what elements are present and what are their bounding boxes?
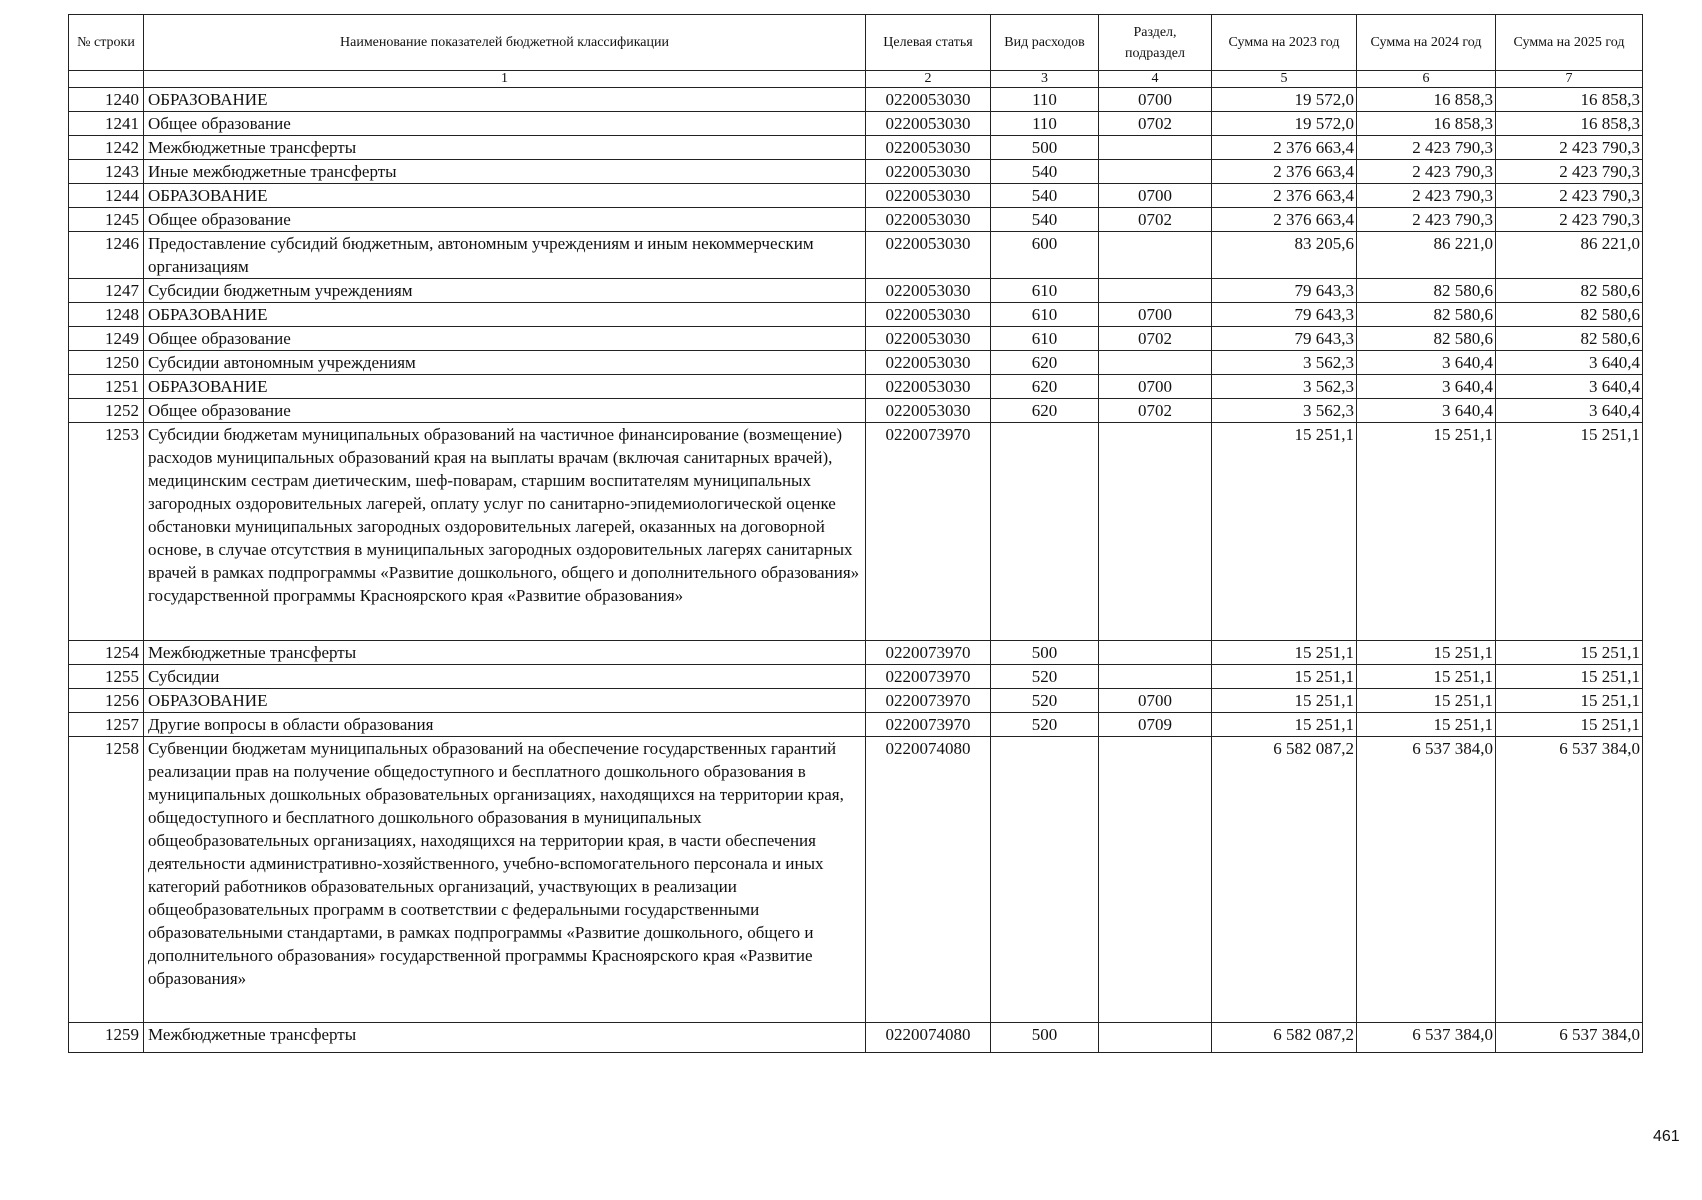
section-code <box>1099 232 1212 279</box>
indicator-name: Иные межбюджетные трансферты <box>144 160 866 184</box>
row-number: 1254 <box>69 641 144 665</box>
sum-2024: 15 251,1 <box>1357 423 1496 641</box>
sum-2024: 16 858,3 <box>1357 88 1496 112</box>
sum-2024: 15 251,1 <box>1357 641 1496 665</box>
expense-type: 520 <box>991 713 1099 737</box>
section-code: 0700 <box>1099 184 1212 208</box>
target-article: 0220073970 <box>866 713 991 737</box>
expense-type: 540 <box>991 160 1099 184</box>
row-number: 1253 <box>69 423 144 641</box>
column-number: 7 <box>1496 71 1643 88</box>
sum-2025: 3 640,4 <box>1496 399 1643 423</box>
row-number: 1250 <box>69 351 144 375</box>
expense-type: 500 <box>991 136 1099 160</box>
indicator-name: Межбюджетные трансферты <box>144 136 866 160</box>
row-number: 1258 <box>69 737 144 1023</box>
target-article: 0220053030 <box>866 136 991 160</box>
sum-2023: 79 643,3 <box>1212 327 1357 351</box>
row-number: 1248 <box>69 303 144 327</box>
sum-2025: 15 251,1 <box>1496 689 1643 713</box>
sum-2024: 3 640,4 <box>1357 399 1496 423</box>
sum-2024: 15 251,1 <box>1357 713 1496 737</box>
table-header-row <box>69 15 1643 71</box>
section-code <box>1099 641 1212 665</box>
row-number: 1259 <box>69 1023 144 1053</box>
sum-2023: 79 643,3 <box>1212 279 1357 303</box>
indicator-name: Межбюджетные трансферты <box>144 1023 866 1053</box>
table-row <box>69 375 1643 399</box>
sum-2024: 2 423 790,3 <box>1357 136 1496 160</box>
sum-2025: 16 858,3 <box>1496 112 1643 136</box>
target-article: 0220053030 <box>866 375 991 399</box>
sum-2024: 15 251,1 <box>1357 689 1496 713</box>
section-code <box>1099 1023 1212 1053</box>
section-code: 0702 <box>1099 327 1212 351</box>
row-number: 1257 <box>69 713 144 737</box>
target-article: 0220074080 <box>866 1023 991 1053</box>
target-article: 0220053030 <box>866 327 991 351</box>
section-code: 0700 <box>1099 689 1212 713</box>
indicator-name: ОБРАЗОВАНИЕ <box>144 184 866 208</box>
header-name: Наименование показателей бюджетной классификации <box>144 15 866 71</box>
header-target: Целевая статья <box>866 15 991 71</box>
section-code: 0702 <box>1099 399 1212 423</box>
section-code <box>1099 351 1212 375</box>
sum-2023: 83 205,6 <box>1212 232 1357 279</box>
row-number: 1244 <box>69 184 144 208</box>
table-row <box>69 303 1643 327</box>
budget-table <box>68 14 1643 1053</box>
sum-2023: 2 376 663,4 <box>1212 208 1357 232</box>
sum-2024: 2 423 790,3 <box>1357 184 1496 208</box>
indicator-name: Субсидии <box>144 665 866 689</box>
sum-2025: 82 580,6 <box>1496 303 1643 327</box>
expense-type: 610 <box>991 279 1099 303</box>
sum-2025: 15 251,1 <box>1496 665 1643 689</box>
target-article: 0220053030 <box>866 208 991 232</box>
sum-2024: 82 580,6 <box>1357 327 1496 351</box>
sum-2023: 15 251,1 <box>1212 713 1357 737</box>
sum-2024: 3 640,4 <box>1357 375 1496 399</box>
sum-2023: 15 251,1 <box>1212 423 1357 641</box>
target-article: 0220053030 <box>866 88 991 112</box>
indicator-name: Субвенции бюджетам муниципальных образований на обеспечение государственных гарантий реализации прав на получение общедоступного и бесплатного дошкольного образования в муниципальных дошкольных образовательных организациях, находящихся на территории края, общедоступного и бесплатного дошкольного образования в муниципальных общеобразовательных организациях, находящихся на территории края, в части обеспечения деятельности административно-хозяйственного, учебно-вспомогательного персонала и иных категорий работников образовательных организаций, участвующих в реализации общеобразовательных программ в соответствии с федеральными государственными образовательными стандартами, в рамках подпрограммы «Развитие дошкольного, общего и дополнительного образования» государственной программы Красноярского края «Развитие образования» <box>144 737 866 1023</box>
sum-2025: 2 423 790,3 <box>1496 184 1643 208</box>
expense-type: 600 <box>991 232 1099 279</box>
sum-2023: 2 376 663,4 <box>1212 184 1357 208</box>
table-row <box>69 399 1643 423</box>
sum-2025: 2 423 790,3 <box>1496 160 1643 184</box>
expense-type: 110 <box>991 88 1099 112</box>
sum-2023: 6 582 087,2 <box>1212 1023 1357 1053</box>
row-number: 1255 <box>69 665 144 689</box>
column-numbers-row <box>69 71 1643 88</box>
table-row <box>69 713 1643 737</box>
sum-2025: 82 580,6 <box>1496 327 1643 351</box>
header-sum-2024: Сумма на 2024 год <box>1357 15 1496 71</box>
indicator-name: Другие вопросы в области образования <box>144 713 866 737</box>
table-row <box>69 160 1643 184</box>
row-number: 1252 <box>69 399 144 423</box>
target-article: 0220053030 <box>866 351 991 375</box>
sum-2024: 86 221,0 <box>1357 232 1496 279</box>
header-sum-2025: Сумма на 2025 год <box>1496 15 1643 71</box>
sum-2023: 15 251,1 <box>1212 665 1357 689</box>
row-number: 1242 <box>69 136 144 160</box>
row-number: 1249 <box>69 327 144 351</box>
sum-2024: 2 423 790,3 <box>1357 160 1496 184</box>
expense-type: 500 <box>991 1023 1099 1053</box>
sum-2024: 82 580,6 <box>1357 303 1496 327</box>
table-row <box>69 689 1643 713</box>
target-article: 0220053030 <box>866 399 991 423</box>
target-article: 0220053030 <box>866 184 991 208</box>
indicator-name: Субсидии бюджетным учреждениям <box>144 279 866 303</box>
sum-2025: 15 251,1 <box>1496 713 1643 737</box>
table-row <box>69 423 1643 641</box>
section-code: 0702 <box>1099 112 1212 136</box>
table-row <box>69 136 1643 160</box>
row-number: 1247 <box>69 279 144 303</box>
expense-type: 610 <box>991 303 1099 327</box>
expense-type: 620 <box>991 375 1099 399</box>
column-number: 3 <box>991 71 1099 88</box>
table-row <box>69 208 1643 232</box>
table-row <box>69 184 1643 208</box>
expense-type: 110 <box>991 112 1099 136</box>
indicator-name: Субсидии автономным учреждениям <box>144 351 866 375</box>
target-article: 0220073970 <box>866 665 991 689</box>
table-row <box>69 232 1643 279</box>
column-number: 4 <box>1099 71 1212 88</box>
table-row <box>69 1023 1643 1053</box>
row-number: 1245 <box>69 208 144 232</box>
column-number: 5 <box>1212 71 1357 88</box>
indicator-name: ОБРАЗОВАНИЕ <box>144 88 866 112</box>
table-row <box>69 641 1643 665</box>
sum-2023: 19 572,0 <box>1212 112 1357 136</box>
target-article: 0220053030 <box>866 160 991 184</box>
sum-2024: 6 537 384,0 <box>1357 737 1496 1023</box>
sum-2023: 79 643,3 <box>1212 303 1357 327</box>
table-row <box>69 112 1643 136</box>
expense-type: 610 <box>991 327 1099 351</box>
sum-2023: 6 582 087,2 <box>1212 737 1357 1023</box>
expense-type: 620 <box>991 399 1099 423</box>
sum-2023: 2 376 663,4 <box>1212 136 1357 160</box>
header-sum-2023: Сумма на 2023 год <box>1212 15 1357 71</box>
indicator-name: Межбюджетные трансферты <box>144 641 866 665</box>
indicator-name: Общее образование <box>144 327 866 351</box>
section-code <box>1099 737 1212 1023</box>
target-article: 0220073970 <box>866 641 991 665</box>
expense-type: 500 <box>991 641 1099 665</box>
sum-2025: 82 580,6 <box>1496 279 1643 303</box>
expense-type: 520 <box>991 665 1099 689</box>
section-code <box>1099 136 1212 160</box>
sum-2024: 15 251,1 <box>1357 665 1496 689</box>
sum-2025: 3 640,4 <box>1496 351 1643 375</box>
target-article: 0220053030 <box>866 232 991 279</box>
table-row <box>69 737 1643 1023</box>
header-section: Раздел, подраздел <box>1099 15 1212 71</box>
sum-2025: 15 251,1 <box>1496 641 1643 665</box>
section-code: 0700 <box>1099 375 1212 399</box>
indicator-name: Предоставление субсидий бюджетным, автономным учреждениям и иным некоммерческим организациям <box>144 232 866 279</box>
indicator-name: ОБРАЗОВАНИЕ <box>144 689 866 713</box>
section-code: 0700 <box>1099 303 1212 327</box>
sum-2025: 2 423 790,3 <box>1496 136 1643 160</box>
sum-2023: 3 562,3 <box>1212 399 1357 423</box>
target-article: 0220074080 <box>866 737 991 1023</box>
expense-type <box>991 423 1099 641</box>
row-number: 1241 <box>69 112 144 136</box>
target-article: 0220053030 <box>866 112 991 136</box>
row-number: 1246 <box>69 232 144 279</box>
indicator-name: ОБРАЗОВАНИЕ <box>144 375 866 399</box>
sum-2023: 15 251,1 <box>1212 641 1357 665</box>
row-number: 1240 <box>69 88 144 112</box>
section-code: 0700 <box>1099 88 1212 112</box>
expense-type: 520 <box>991 689 1099 713</box>
target-article: 0220073970 <box>866 689 991 713</box>
sum-2025: 15 251,1 <box>1496 423 1643 641</box>
page-number: 461 <box>1653 1128 1680 1145</box>
target-article: 0220053030 <box>866 279 991 303</box>
target-article: 0220073970 <box>866 423 991 641</box>
header-expense-type: Вид расходов <box>991 15 1099 71</box>
column-number: 6 <box>1357 71 1496 88</box>
sum-2025: 3 640,4 <box>1496 375 1643 399</box>
section-code <box>1099 160 1212 184</box>
indicator-name: Общее образование <box>144 399 866 423</box>
section-code <box>1099 423 1212 641</box>
expense-type <box>991 737 1099 1023</box>
expense-type: 620 <box>991 351 1099 375</box>
sum-2024: 6 537 384,0 <box>1357 1023 1496 1053</box>
sum-2023: 19 572,0 <box>1212 88 1357 112</box>
section-code <box>1099 665 1212 689</box>
header-row-no: № строки <box>69 15 144 71</box>
sum-2024: 16 858,3 <box>1357 112 1496 136</box>
sum-2023: 3 562,3 <box>1212 375 1357 399</box>
indicator-name: Общее образование <box>144 112 866 136</box>
column-number: 1 <box>144 71 866 88</box>
table-row <box>69 279 1643 303</box>
table-row <box>69 665 1643 689</box>
section-code <box>1099 279 1212 303</box>
table-row <box>69 351 1643 375</box>
column-number: 2 <box>866 71 991 88</box>
sum-2023: 3 562,3 <box>1212 351 1357 375</box>
expense-type: 540 <box>991 184 1099 208</box>
table-row <box>69 327 1643 351</box>
sum-2025: 2 423 790,3 <box>1496 208 1643 232</box>
sum-2025: 6 537 384,0 <box>1496 737 1643 1023</box>
table-row <box>69 88 1643 112</box>
row-number: 1256 <box>69 689 144 713</box>
row-number: 1251 <box>69 375 144 399</box>
section-code: 0702 <box>1099 208 1212 232</box>
sum-2025: 6 537 384,0 <box>1496 1023 1643 1053</box>
table-body <box>69 88 1643 1053</box>
sum-2024: 82 580,6 <box>1357 279 1496 303</box>
indicator-name: ОБРАЗОВАНИЕ <box>144 303 866 327</box>
sum-2025: 86 221,0 <box>1496 232 1643 279</box>
target-article: 0220053030 <box>866 303 991 327</box>
indicator-name: Субсидии бюджетам муниципальных образований на частичное финансирование (возмещение) расходов муниципальных образований края на выплаты врачам (включая санитарных врачей), медицинским сестрам диетическим, шеф-поварам, старшим воспитателям муниципальных загородных оздоровительных лагерей, оплату услуг по санитарно-эпидемиологической оценке обстановки муниципальных загородных оздоровительных лагерей, оказанных на договорной основе, в случае отсутствия в муниципальных загородных оздоровительных лагерях санитарных врачей в рамках подпрограммы «Развитие дошкольного, общего и дополнительного образования» государственной программы Красноярского края «Развитие образования» <box>144 423 866 641</box>
sum-2025: 16 858,3 <box>1496 88 1643 112</box>
sum-2024: 3 640,4 <box>1357 351 1496 375</box>
column-number <box>69 71 144 88</box>
row-number: 1243 <box>69 160 144 184</box>
section-code: 0709 <box>1099 713 1212 737</box>
expense-type: 540 <box>991 208 1099 232</box>
sum-2023: 2 376 663,4 <box>1212 160 1357 184</box>
sum-2023: 15 251,1 <box>1212 689 1357 713</box>
sum-2024: 2 423 790,3 <box>1357 208 1496 232</box>
indicator-name: Общее образование <box>144 208 866 232</box>
